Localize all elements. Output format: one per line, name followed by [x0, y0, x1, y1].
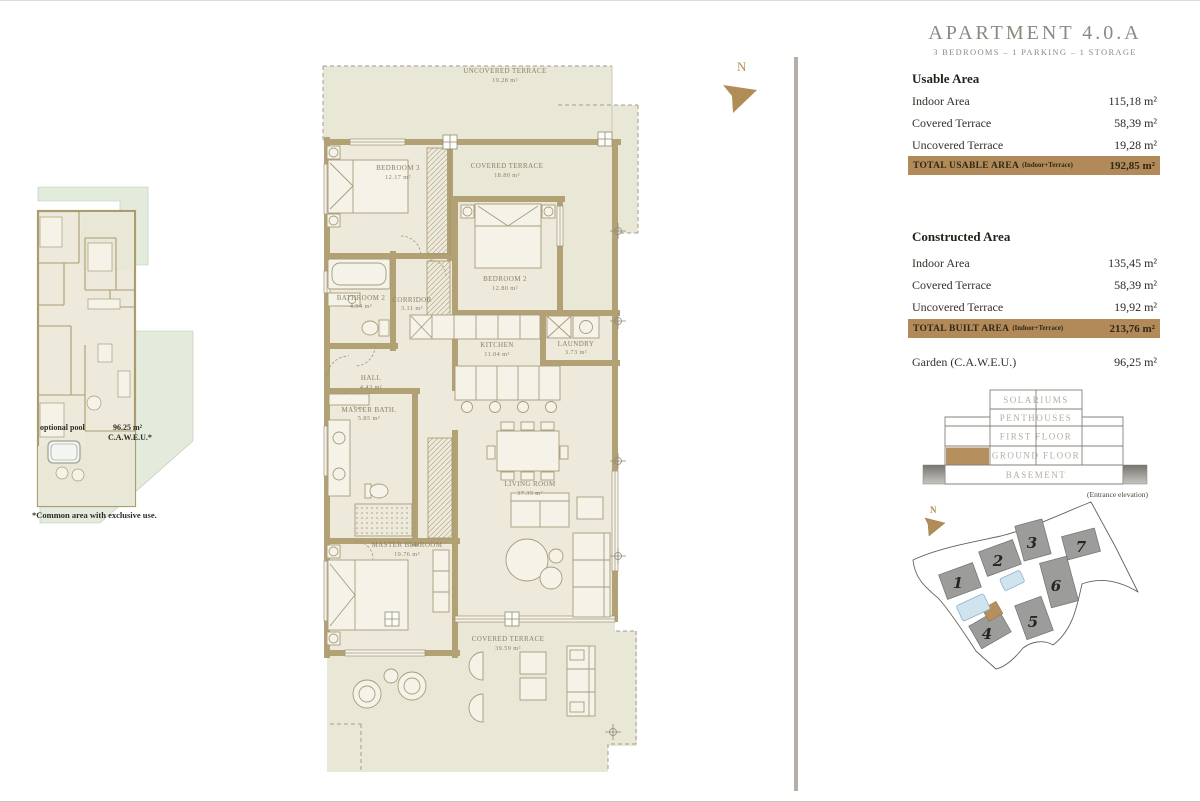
- basement-side-block: [923, 465, 945, 484]
- room-label: UNCOVERED TERRACE: [463, 67, 547, 75]
- table-row: Uncovered Terrace 19,92 m²: [912, 300, 1157, 314]
- svg-text:19.76 m²: 19.76 m²: [394, 551, 420, 558]
- svg-text:3.11 m²: 3.11 m²: [401, 305, 423, 312]
- svg-text:12.17 m²: 12.17 m²: [385, 174, 411, 181]
- room-label: KITCHEN: [480, 341, 514, 349]
- svg-text:PENTHOUSES: PENTHOUSES: [999, 413, 1073, 423]
- site-north-arrow-icon: [925, 505, 945, 536]
- elevation-caption: (Entrance elevation): [1086, 490, 1148, 499]
- site-map: [903, 496, 1198, 686]
- total-built-area-bar: TOTAL BUILT AREA (Indoor+Terrace) 213,76 m²: [908, 319, 1160, 338]
- basement-side-block: [1123, 465, 1147, 484]
- svg-text:1: 1: [952, 574, 964, 592]
- mini-area-note: C.A.W.E.U.*: [108, 433, 152, 442]
- room-label: MASTER BATH.: [341, 406, 397, 414]
- pool: [999, 570, 1024, 591]
- table-row: Uncovered Terrace 19,28 m²: [912, 138, 1157, 152]
- room-label: CORRIDOR: [392, 296, 432, 304]
- room-label: BEDROOM 2: [483, 275, 527, 283]
- svg-text:4.94 m²: 4.94 m²: [349, 303, 373, 310]
- svg-text:7: 7: [1075, 538, 1087, 556]
- north-arrow-icon: [715, 51, 775, 121]
- svg-text:37.35 m²: 37.35 m²: [517, 490, 543, 497]
- constructed-area-heading: Constructed Area: [912, 229, 1011, 244]
- room-label: COVERED TERRACE: [470, 162, 544, 170]
- svg-text:18.80 m²: 18.80 m²: [494, 172, 520, 179]
- panel-divider: [794, 57, 798, 791]
- svg-text:SOLARIUMS: SOLARIUMS: [1003, 395, 1069, 405]
- total-usable-area-bar: TOTAL USABLE AREA (Indoor+Terrace) 192,85 m²: [908, 156, 1160, 175]
- svg-text:3: 3: [1026, 534, 1038, 552]
- usable-area-heading: Usable Area: [912, 71, 980, 86]
- entrance-elevation-diagram: [920, 387, 1160, 507]
- kitchen-counter: [410, 315, 540, 339]
- dining-set: [487, 422, 568, 480]
- svg-text:N: N: [930, 505, 937, 515]
- svg-text:12.80 m²: 12.80 m²: [492, 285, 518, 292]
- room-label: LIVING ROOM: [504, 480, 556, 488]
- main-floor-plan: [315, 56, 655, 781]
- svg-text:11.04 m²: 11.04 m²: [484, 351, 510, 358]
- room-label: COVERED TERRACE: [471, 635, 545, 643]
- ground-floor-highlight: [946, 448, 989, 465]
- laundry-machines: [547, 316, 599, 338]
- room-label: BEDROOM 3: [376, 164, 420, 172]
- common-area-footnote: *Common area with exclusive use.: [32, 510, 157, 520]
- svg-text:3.73 m²: 3.73 m²: [564, 349, 588, 356]
- svg-text:FIRST FLOOR: FIRST FLOOR: [999, 431, 1073, 442]
- room-label: HALL: [360, 374, 382, 382]
- svg-text:6: 6: [1050, 577, 1062, 595]
- svg-text:2: 2: [992, 552, 1004, 570]
- table-row: Indoor Area 115,18 m²: [912, 94, 1157, 108]
- room-label: LAUNDRY: [557, 340, 595, 348]
- north-label: N: [737, 59, 747, 74]
- svg-text:5.85 m²: 5.85 m²: [357, 415, 381, 422]
- apartment-subtitle: 3 BEDROOMS – 1 PARKING – 1 STORAGE: [933, 47, 1137, 57]
- svg-text:BASEMENT: BASEMENT: [1005, 470, 1067, 480]
- room-label: MASTER BEDROOM: [371, 541, 443, 549]
- mini-area-value: 96.25 m²: [113, 423, 143, 432]
- optional-pool-label: optional pool: [40, 423, 85, 432]
- svg-text:GROUND FLOOR: GROUND FLOOR: [991, 450, 1081, 461]
- bedroom2-bed: [461, 204, 555, 268]
- table-row: Covered Terrace 58,39 m²: [912, 278, 1157, 292]
- table-row: Covered Terrace 58,39 m²: [912, 116, 1157, 130]
- svg-text:4.43 m²: 4.43 m²: [359, 384, 383, 391]
- mini-site-plan: [22, 181, 202, 526]
- apartment-title: APARTMENT 4.0.A: [928, 22, 1142, 44]
- svg-text:19.28 m²: 19.28 m²: [492, 77, 518, 84]
- svg-text:5: 5: [1027, 613, 1039, 631]
- garden-row: Garden (C.A.W.E.U.) 96,25 m²: [912, 355, 1157, 369]
- table-row: Indoor Area 135,45 m²: [912, 256, 1157, 270]
- svg-text:39.59 m²: 39.59 m²: [495, 645, 521, 652]
- room-label: BATHROOM 2: [336, 294, 386, 302]
- svg-text:4: 4: [981, 625, 993, 643]
